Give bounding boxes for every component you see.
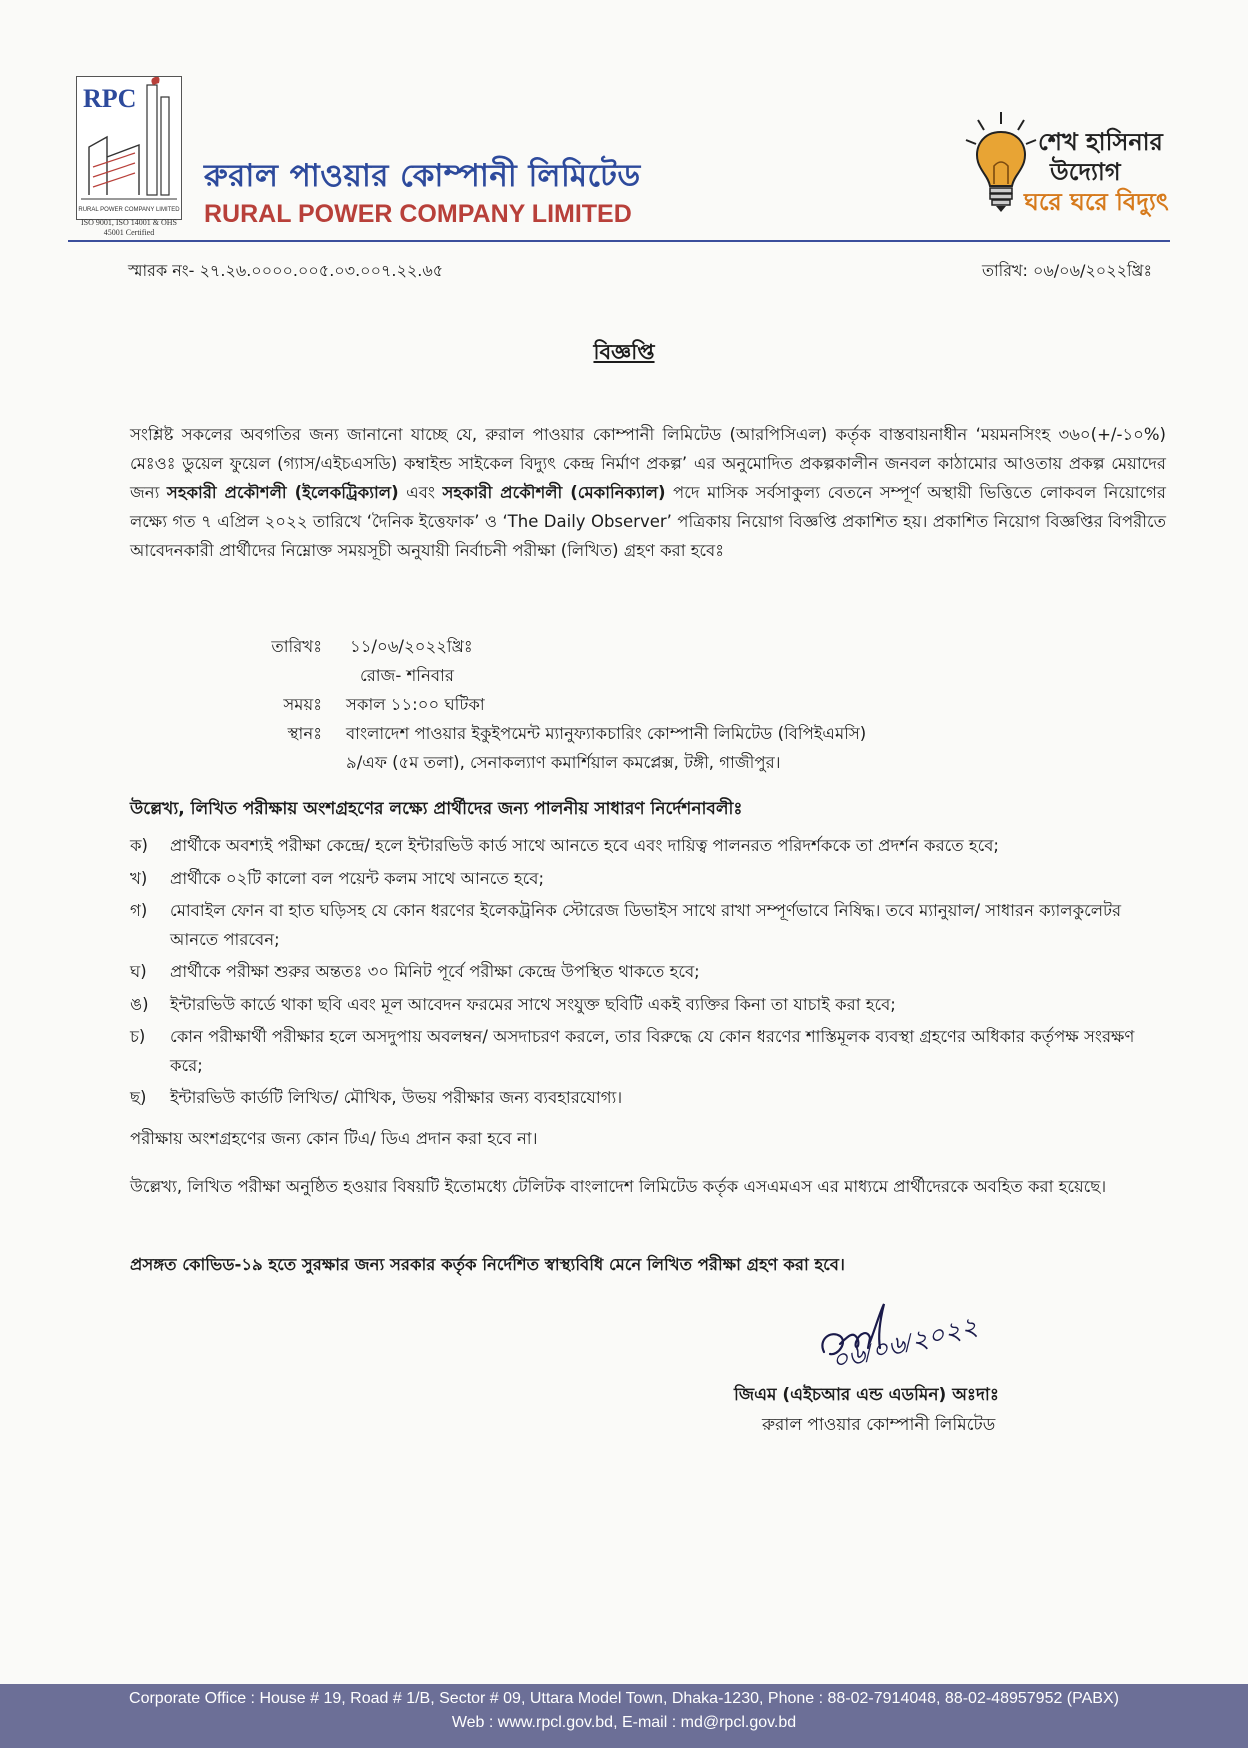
list-text: প্রার্থীকে পরীক্ষা শুরুর অন্ততঃ ৩০ মিনিট পূর্বে পরীক্ষা কেন্দ্রে উপস্থিত থাকতে হবে;	[170, 962, 700, 981]
schedule-day: রোজ- শনিবার	[360, 666, 454, 685]
memo-number: স্মারক নং- ২৭.২৬.০০০০.০০৫.০৩.০০৭.২২.৬৫	[128, 261, 444, 280]
schedule-venue-label: স্থানঃ	[287, 724, 322, 743]
list-text: কোন পরীক্ষার্থী পরীক্ষার হলে অসদুপায় অবলম্বন/ অসদাচরণ করলে, তার বিরুদ্ধে যে কোন ধরণের শাস্তিমূলক ব্যবস্থা গ্রহণের অধিকার কর্তৃপক্ষ সংরক্ষণ করে;	[170, 1027, 1135, 1075]
schedule-time-value: সকাল ১১:০০ ঘটিকা	[346, 695, 485, 714]
signature-icon	[814, 1296, 984, 1376]
rpc-logo-icon	[76, 76, 182, 220]
header-divider	[68, 240, 1170, 242]
intro-post2: সহকারী প্রকৌশলী (মেকানিক্যাল)	[442, 483, 666, 502]
logo-caption-text: RURAL POWER COMPANY LIMITED	[78, 207, 180, 213]
signatory-title: জিএম (এইচআর এন্ড এডমিন) অঃদাঃ	[734, 1385, 999, 1405]
certification-text: ISO 9001, ISO 14001 & OHS 45001 Certified	[80, 218, 177, 237]
list-marker: ক)	[130, 836, 148, 855]
campaign-line2: উদ্যোগ	[1050, 158, 1121, 186]
list-marker: গ)	[130, 901, 148, 920]
list-text: প্রার্থীকে অবশ্যই পরীক্ষা কেন্দ্রে/ হলে ইন্টারভিউ কার্ড সাথে আনতে হবে এবং দায়িত্ব পালনরত পরিদর্শককে তা প্রদর্শন করতে হবে;	[170, 836, 999, 855]
list-text: ইন্টারভিউ কার্ডে থাকা ছবি এবং মূল আবেদন ফরমের সাথে সংযুক্ত ছবিটি একই ব্যক্তির কিনা তা যাচাই করা হবে;	[170, 994, 896, 1014]
note-sms: উল্লেখ্য, লিখিত পরীক্ষা অনুষ্ঠিত হওয়ার বিষয়টি ইতোমধ্যে টেলিটক বাংলাদেশ লিমিটেড কর্তৃক এসএমএস এর মাধ্যমে প্রার্থীদেরকে অবহিত করা হয়েছে।	[130, 1177, 1107, 1196]
intro-paragraph	[130, 420, 1166, 565]
list-marker: ছ)	[130, 1088, 147, 1107]
schedule-date-label: তারিখঃ	[271, 637, 322, 656]
list-text: প্রার্থীকে ০২টি কালো বল পয়েন্ট কলম সাথে আনতে হবে;	[170, 868, 544, 888]
list-item	[130, 958, 1166, 987]
note-covid: প্রসঙ্গত কোভিড-১৯ হতে সুরক্ষার জন্য সরকার কর্তৃক নির্দেশিত স্বাস্থ্যবিধি মেনে লিখিত পরীক্ষা গ্রহণ করা হবে।	[130, 1255, 845, 1274]
instructions-heading: উল্লেখ্য, লিখিত পরীক্ষায় অংশগ্রহণের লক্ষ্যে প্রার্থীদের জন্য পালনীয় সাধারণ নির্দেশনাবলীঃ	[130, 799, 743, 819]
schedule-date-value: ১১/০৬/২০২২খ্রিঃ	[350, 637, 473, 656]
list-item	[130, 991, 1166, 1020]
signature-date: ০৬/০৬/২০২২	[828, 1311, 981, 1376]
list-item	[130, 1084, 1166, 1113]
logo-text: RPC	[83, 84, 137, 113]
list-item	[130, 865, 1166, 894]
list-item	[130, 832, 1166, 861]
list-marker: ঙ)	[130, 994, 149, 1014]
notice-title: বিজ্ঞপ্তি	[593, 340, 655, 364]
intro-part1: সংশ্লিষ্ট সকলের অবগতির জন্য জানানো যাচ্ছে যে, রুরাল পাওয়ার কোম্পানী লিমিটেড (আরপিসিএল) কর্তৃক বাস্তবায়নাধীন ‘ময়মনসিংহ ৩৬০(+/-১০%) মেঃওঃ ডুয়েল ফুয়েল (গ্যাস/এইচএসডি) কম্বাইন্ড সাইকেল বিদ্যুৎ কেন্দ্র নির্মাণ প্রকল্প’ এর অনুমোদিত প্রকল্পকালীন জনবল কাঠামোর আওতায় প্রকল্প মেয়াদের জন্য	[130, 425, 1166, 502]
instructions-list	[130, 832, 1166, 1117]
intro-part2: এবং	[398, 483, 443, 502]
intro-part3: পদে মাসিক সর্বসাকুল্য বেতনে সম্পূর্ণ অস্থায়ী ভিত্তিতে লোকবল নিয়োগের লক্ষ্যে গত ৭ এপ্রিল ২০২২ তারিখে ‘দৈনিক ইত্তেফাক’ ও ‘The Daily Observer’ পত্রিকায় নিয়োগ বিজ্ঞপ্তি প্রকাশিত হয়। প্রকাশিত নিয়োগ বিজ্ঞপ্তির বিপরীতে আবেদনকারী প্রার্থীদের নিম্নোক্ত সময়সূচী অনুযায়ী নির্বাচনী পরীক্ষা (লিখিত) গ্রহণ করা হবেঃ	[130, 483, 1166, 560]
schedule-venue-line1: বাংলাদেশ পাওয়ার ইকুইপমেন্ট ম্যানুফ্যাকচারিং কোম্পানী লিমিটেড (বিপিইএমসি)	[346, 724, 867, 743]
schedule-venue-line2: ৯/এফ (৫ম তলা), সেনাকল্যাণ কমার্শিয়াল কমপ্লেক্স, টঙ্গী, গাজীপুর।	[346, 753, 781, 772]
note-ta-da: পরীক্ষায় অংশগ্রহণের জন্য কোন টিএ/ ডিএ প্রদান করা হবে না।	[130, 1129, 538, 1148]
list-item	[130, 1023, 1166, 1080]
company-name-bn: রুরাল পাওয়ার কোম্পানী লিমিটেড	[204, 158, 641, 194]
schedule-time-label: সময়ঃ	[283, 695, 322, 714]
memo-date: তারিখ: ০৬/০৬/২০২২খ্রিঃ	[981, 261, 1152, 280]
footer-contact: Web : www.rpcl.gov.bd, E-mail : md@rpcl.gov.bd	[451, 1714, 797, 1731]
campaign-line1: শেখ হাসিনার	[1038, 128, 1163, 156]
list-marker: চ)	[130, 1027, 146, 1046]
campaign-line3: ঘরে ঘরে বিদ্যুৎ	[1024, 188, 1169, 216]
company-name-en: RURAL POWER COMPANY LIMITED	[204, 200, 632, 228]
list-marker: ঘ)	[130, 962, 147, 981]
list-text: মোবাইল ফোন বা হাত ঘড়িসহ যে কোন ধরণের ইলেকট্রনিক স্টোরেজ ডিভাইস সাথে রাখা সম্পূর্ণভাবে নিষিদ্ধ। তবে ম্যানুয়াল/ সাধারন ক্যালকুলেটর আনতে পারবেন;	[170, 901, 1122, 949]
intro-post1: সহকারী প্রকৌশলী (ইলেকট্রিক্যাল)	[166, 483, 399, 502]
list-item	[130, 897, 1166, 954]
footer-address: Corporate Office : House # 19, Road # 1/B, Sector # 09, Uttara Model Town, Dhaka-1230, Phone : 88-02-7914048, 88-02-48957952 (PABX)	[129, 1690, 1119, 1707]
signatory-organization: রুরাল পাওয়ার কোম্পানী লিমিটেড	[762, 1415, 996, 1435]
list-marker: খ)	[130, 868, 148, 888]
list-text: ইন্টারভিউ কার্ডটি লিখিত/ মৌখিক, উভয় পরীক্ষার জন্য ব্যবহারযোগ্য।	[170, 1088, 623, 1107]
